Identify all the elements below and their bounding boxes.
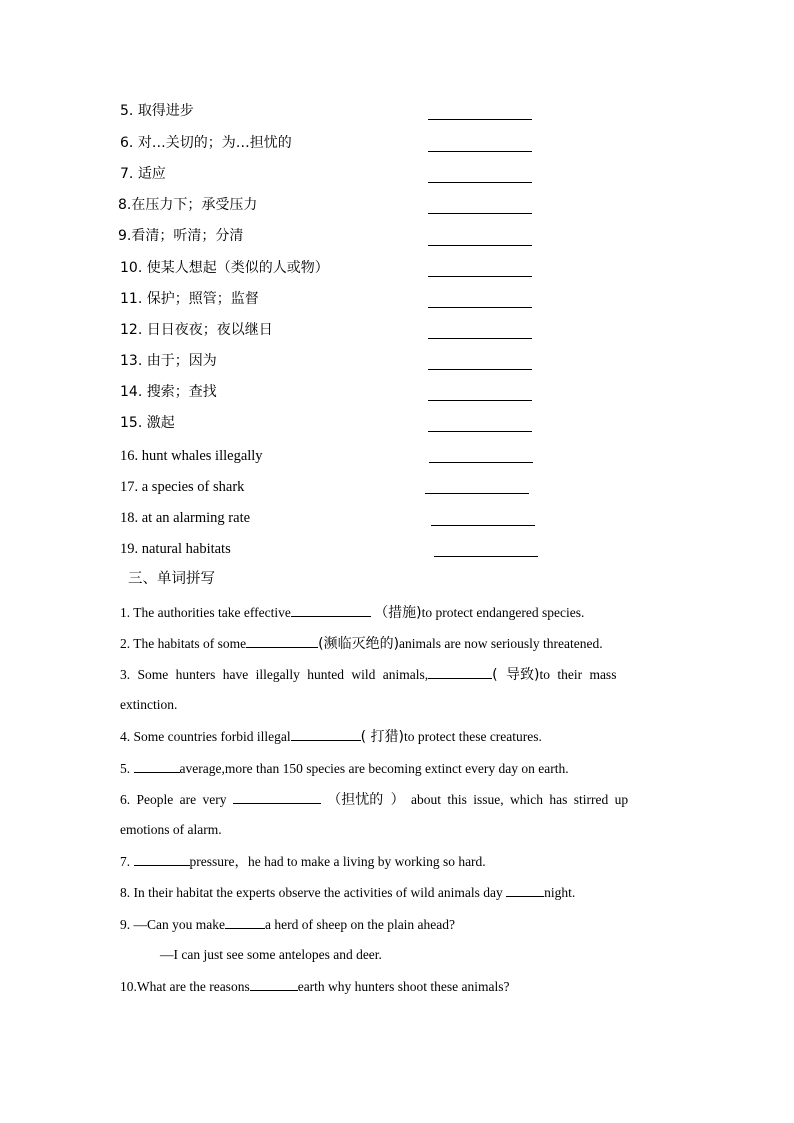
exercise-text: earth why hunters shoot these animals? <box>297 979 510 994</box>
item-number: 14. <box>120 384 143 400</box>
answer-blank[interactable] <box>428 213 532 214</box>
exercise-text: night. <box>544 885 576 900</box>
item-text: 在压力下；承受压力 <box>131 197 258 213</box>
exercise-text: 5. <box>120 761 131 776</box>
exercise-1 <box>120 602 673 623</box>
vocab-item-16 <box>120 446 263 466</box>
exercise-7 <box>120 851 673 872</box>
item-number: 11. <box>120 291 143 307</box>
item-number: 12. <box>120 322 143 338</box>
item-text: at an alarming rate <box>141 510 251 526</box>
item-text: hunt whales illegally <box>141 448 263 464</box>
exercise-text: to their mass <box>539 667 617 682</box>
vocab-item-10 <box>120 258 329 278</box>
exercise-text: 7. <box>120 854 131 869</box>
item-number: 8. <box>118 197 132 213</box>
item-number: 19. <box>120 541 139 557</box>
answer-blank[interactable] <box>428 307 532 308</box>
exercise-9-reply: —I can just see some antelopes and deer. <box>160 947 382 962</box>
exercise-text: 6. People are very <box>120 792 227 807</box>
item-number: 5. <box>120 103 134 119</box>
hint-text: (濒临灭绝的) <box>318 636 400 652</box>
vocab-item-9 <box>118 226 243 246</box>
exercise-text: 1. The authorities take effective <box>120 605 291 620</box>
item-text: 使某人想起（类似的人或物） <box>146 260 329 276</box>
exercise-text: pressure，he had to make a living by working so hard. <box>189 854 486 869</box>
answer-blank[interactable] <box>428 664 492 679</box>
answer-blank[interactable] <box>428 431 532 432</box>
answer-blank[interactable] <box>246 633 318 648</box>
exercise-text: average,more than 150 species are becoming extinct every day on earth. <box>179 761 569 776</box>
exercise-9 <box>120 914 673 935</box>
exercise-text: 3. Some hunters have illegally hunted wild animals, <box>120 667 429 682</box>
item-text: a species of shark <box>141 479 245 495</box>
vocab-item-15 <box>120 413 175 433</box>
exercise-6-continued: emotions of alarm. <box>120 822 222 837</box>
answer-blank[interactable] <box>428 245 532 246</box>
item-number: 6. <box>120 135 134 151</box>
section-heading: 三、单词拼写 <box>128 571 215 587</box>
item-text: 日日夜夜；夜以继日 <box>146 322 273 338</box>
vocab-item-5 <box>120 101 194 121</box>
answer-blank[interactable] <box>428 151 532 152</box>
exercise-text: 8. In their habitat the experts observe the activities of wild animals day <box>120 885 503 900</box>
item-text: 搜索；查找 <box>146 384 217 400</box>
vocab-item-17 <box>120 477 244 497</box>
vocab-item-18 <box>120 508 250 528</box>
exercise-text: to protect these creatures. <box>403 729 542 744</box>
exercise-6 <box>120 789 673 810</box>
vocab-item-8 <box>118 195 257 215</box>
exercise-text: 2. The habitats of some <box>120 636 247 651</box>
answer-blank[interactable] <box>250 976 298 991</box>
answer-blank[interactable] <box>428 119 532 120</box>
exercise-text: 9. —Can you make <box>120 917 225 932</box>
item-text: 对…关切的；为…担忧的 <box>137 135 292 151</box>
item-text: 取得进步 <box>137 103 194 119</box>
exercise-3-continued: extinction. <box>120 697 178 712</box>
vocab-item-7 <box>120 164 166 184</box>
answer-blank[interactable] <box>428 182 532 183</box>
answer-blank[interactable] <box>428 338 532 339</box>
answer-blank[interactable] <box>428 400 532 401</box>
answer-blank[interactable] <box>233 789 321 804</box>
answer-blank[interactable] <box>291 602 371 617</box>
item-text: 保护；照管；监督 <box>146 291 259 307</box>
answer-blank[interactable] <box>431 525 535 526</box>
answer-blank[interactable] <box>134 851 190 866</box>
item-text: natural habitats <box>141 541 231 557</box>
vocab-item-12 <box>120 320 273 340</box>
exercise-5 <box>120 758 673 779</box>
exercise-text: 10.What are the reasons <box>120 979 250 994</box>
exercise-8 <box>120 882 673 903</box>
item-number: 16. <box>120 448 139 464</box>
exercise-text: to protect endangered species. <box>421 605 585 620</box>
answer-blank[interactable] <box>425 493 529 494</box>
item-number: 10. <box>120 260 143 276</box>
hint-text: ( 打猎) <box>360 729 404 745</box>
item-text: 由于；因为 <box>146 353 217 369</box>
exercise-text: animals are now seriously threatened. <box>399 636 603 651</box>
item-number: 9. <box>118 228 132 244</box>
item-number: 15. <box>120 415 143 431</box>
vocab-item-14 <box>120 382 217 402</box>
exercise-10 <box>120 976 673 997</box>
answer-blank[interactable] <box>428 276 532 277</box>
item-number: 13. <box>120 353 143 369</box>
vocab-item-19 <box>120 539 231 559</box>
answer-blank[interactable] <box>291 726 361 741</box>
item-text: 看清；听清；分清 <box>131 228 244 244</box>
item-text: 适应 <box>137 166 166 182</box>
exercise-text: a herd of sheep on the plain ahead? <box>264 917 456 932</box>
answer-blank[interactable] <box>134 758 180 773</box>
answer-blank[interactable] <box>429 462 533 463</box>
hint-text: （措施) <box>374 605 422 621</box>
answer-blank[interactable] <box>506 882 544 897</box>
answer-blank[interactable] <box>428 369 532 370</box>
vocab-item-11 <box>120 289 259 309</box>
item-number: 7. <box>120 166 134 182</box>
vocab-item-13 <box>120 351 217 371</box>
item-number: 18. <box>120 510 139 526</box>
hint-text: （担忧的 ） <box>327 792 405 808</box>
answer-blank[interactable] <box>434 556 538 557</box>
answer-blank[interactable] <box>225 914 265 929</box>
exercise-3 <box>120 664 673 685</box>
exercise-2 <box>120 633 673 654</box>
exercise-text: 4. Some countries forbid illegal <box>120 729 291 744</box>
vocab-item-6 <box>120 133 292 153</box>
exercise-4 <box>120 726 673 747</box>
item-number: 17. <box>120 479 139 495</box>
exercise-text: about this issue, which has stirred up <box>411 792 629 807</box>
item-text: 激起 <box>146 415 175 431</box>
hint-text: ( 导致) <box>492 667 540 683</box>
